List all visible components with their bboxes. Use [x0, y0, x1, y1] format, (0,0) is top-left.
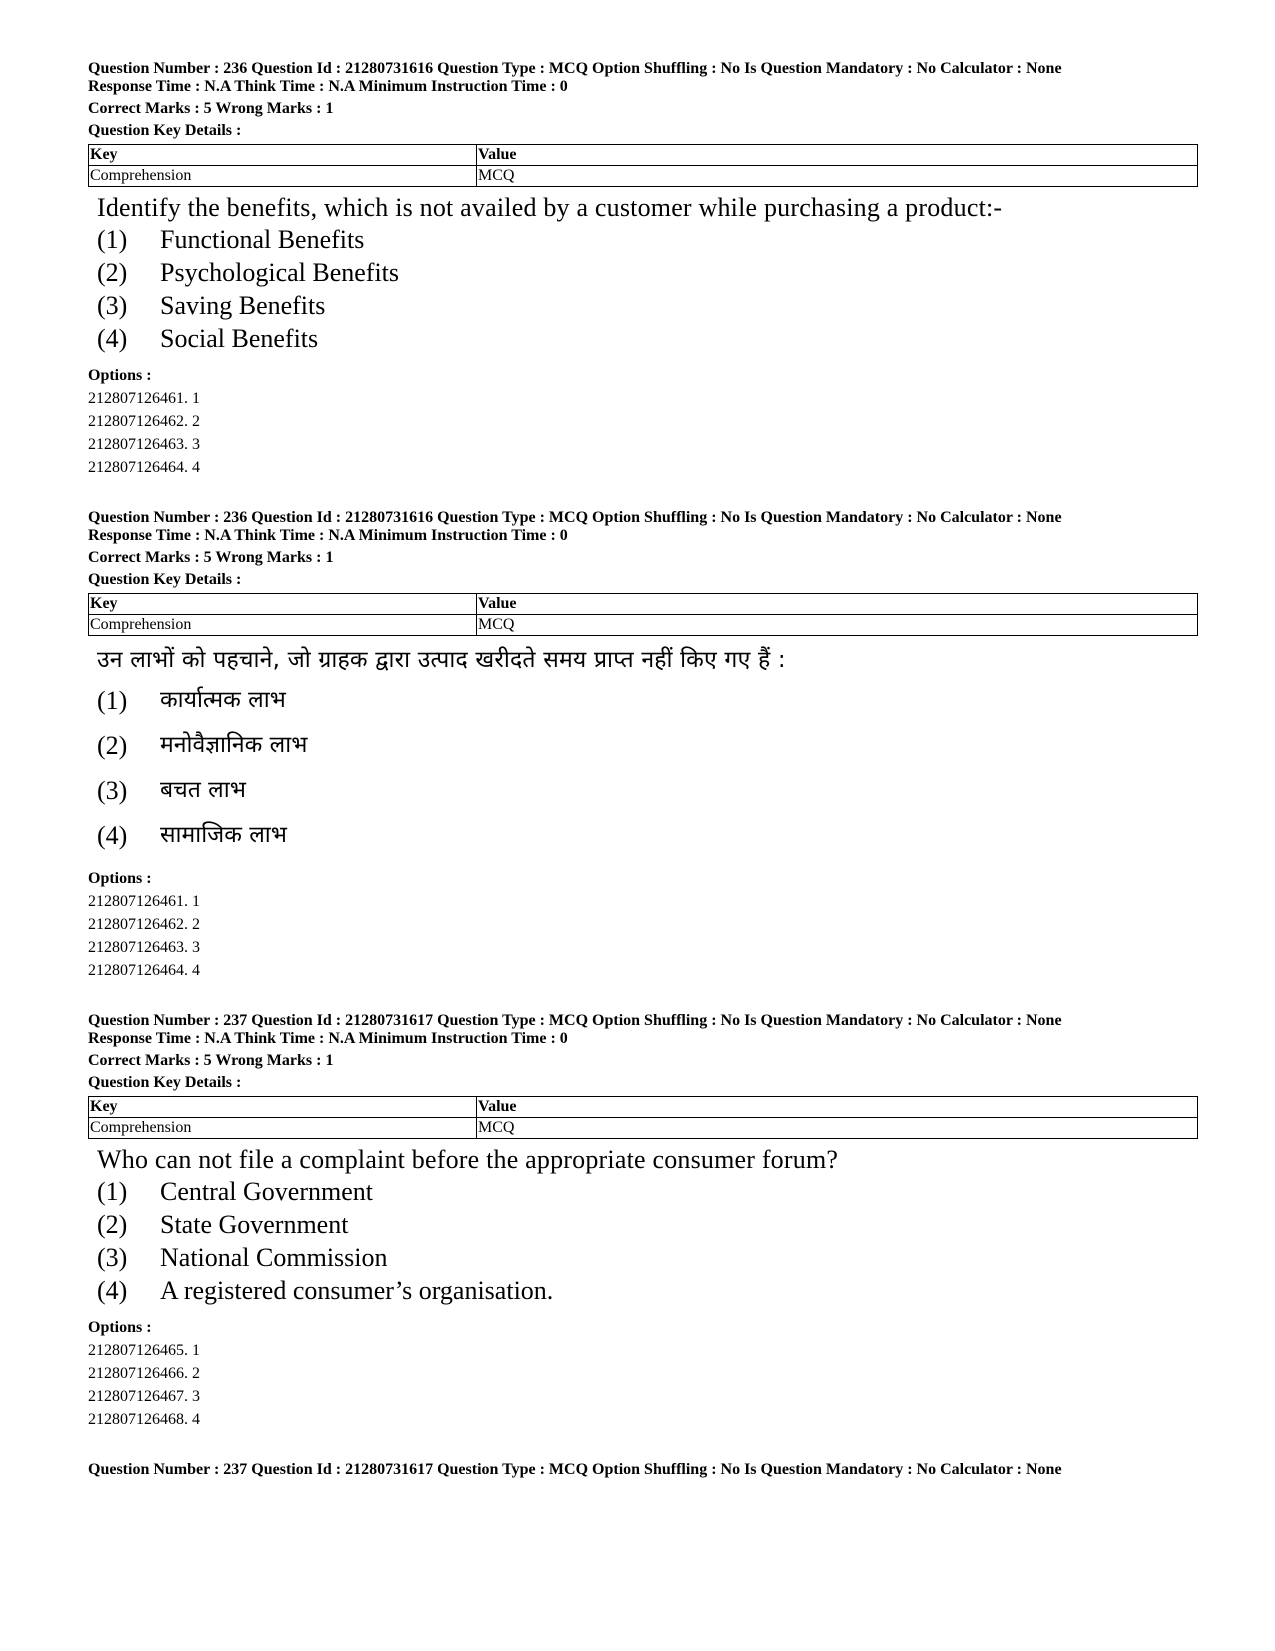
question-content — [88, 193, 1188, 355]
table-cell-key: Comprehension — [89, 1118, 477, 1139]
choice-text: मनोवैज्ञानिक लाभ — [160, 732, 308, 758]
choice-number: (1) — [97, 686, 128, 715]
table-cell-key: Comprehension — [89, 166, 477, 187]
choice-item — [97, 1274, 1188, 1307]
choice-item — [97, 813, 1188, 858]
options-label: Options : — [88, 1319, 152, 1336]
options-label: Options : — [88, 870, 152, 887]
choice-number: (1) — [97, 225, 128, 254]
question-meta-line2: Response Time : N.A Think Time : N.A Minimum Instruction Time : 0 — [88, 1030, 568, 1047]
key-details-table — [88, 144, 1198, 187]
question-block-2 — [88, 509, 1188, 982]
choice-number: (2) — [97, 1210, 128, 1239]
table-cell-value: MCQ — [477, 166, 1198, 187]
choice-text: Social Benefits — [160, 324, 319, 353]
question-meta-line2: Response Time : N.A Think Time : N.A Minimum Instruction Time : 0 — [88, 527, 568, 544]
choice-number: (3) — [97, 776, 128, 805]
option-id: 212807126463. 3 — [88, 436, 200, 453]
marks-line: Correct Marks : 5 Wrong Marks : 1 — [88, 1052, 334, 1069]
table-header-value: Value — [477, 1097, 1198, 1118]
choice-number: (1) — [97, 1177, 128, 1206]
choice-text: कार्यात्मक लाभ — [160, 687, 286, 713]
question-text: Identify the benefits, which is not availed by a customer while purchasing a product:- — [97, 193, 1003, 222]
choice-text: Functional Benefits — [160, 225, 365, 254]
question-text: उन लाभों को पहचाने, जो ग्राहक द्वारा उत्पाद खरीदते समय प्राप्त नहीं किए गए हैं : — [97, 647, 786, 673]
question-content — [88, 642, 1188, 858]
choice-number: (4) — [97, 821, 128, 850]
table-header-key: Key — [89, 594, 477, 615]
question-block-3 — [88, 1012, 1188, 1431]
marks-line: Correct Marks : 5 Wrong Marks : 1 — [88, 549, 334, 566]
table-header-key: Key — [89, 1097, 477, 1118]
choice-item — [97, 768, 1188, 813]
choice-number: (2) — [97, 258, 128, 287]
choice-text: Saving Benefits — [160, 291, 326, 320]
options-label: Options : — [88, 367, 152, 384]
option-id: 212807126465. 1 — [88, 1342, 200, 1359]
choice-text: State Government — [160, 1210, 349, 1239]
choice-item — [97, 723, 1188, 768]
question-text: Who can not file a complaint before the appropriate consumer forum? — [97, 1145, 839, 1174]
option-id: 212807126463. 3 — [88, 939, 200, 956]
choice-item — [97, 289, 1188, 322]
question-content — [88, 1145, 1188, 1307]
choice-text: Psychological Benefits — [160, 258, 400, 287]
choice-text: A registered consumer’s organisation. — [160, 1276, 554, 1305]
choice-number: (2) — [97, 731, 128, 760]
choice-text: बचत लाभ — [160, 777, 246, 803]
option-id: 212807126468. 4 — [88, 1411, 200, 1428]
key-details-table — [88, 1096, 1198, 1139]
question-meta-line1: Question Number : 236 Question Id : 21280731616 Question Type : MCQ Option Shuffling : No Is Question Mandatory : No Calculator : None — [88, 509, 1062, 526]
choice-item — [97, 678, 1188, 723]
key-details-label: Question Key Details : — [88, 122, 242, 139]
option-id: 212807126466. 2 — [88, 1365, 200, 1382]
key-details-label: Question Key Details : — [88, 571, 242, 588]
marks-line: Correct Marks : 5 Wrong Marks : 1 — [88, 100, 334, 117]
choice-number: (3) — [97, 1243, 128, 1272]
key-details-table — [88, 593, 1198, 636]
choice-item — [97, 322, 1188, 355]
table-cell-key: Comprehension — [89, 615, 477, 636]
question-meta-line1: Question Number : 237 Question Id : 21280731617 Question Type : MCQ Option Shuffling : No Is Question Mandatory : No Calculator : None — [88, 1461, 1062, 1478]
question-meta-line1: Question Number : 236 Question Id : 21280731616 Question Type : MCQ Option Shuffling : No Is Question Mandatory : No Calculator : None — [88, 60, 1062, 77]
option-id: 212807126464. 4 — [88, 459, 200, 476]
question-meta-line1: Question Number : 237 Question Id : 21280731617 Question Type : MCQ Option Shuffling : No Is Question Mandatory : No Calculator : None — [88, 1012, 1062, 1029]
option-id: 212807126461. 1 — [88, 893, 200, 910]
option-id: 212807126464. 4 — [88, 962, 200, 979]
table-header-key: Key — [89, 145, 477, 166]
choice-item — [97, 1175, 1188, 1208]
choice-number: (3) — [97, 291, 128, 320]
key-details-label: Question Key Details : — [88, 1074, 242, 1091]
choice-number: (4) — [97, 324, 128, 353]
choice-text: सामाजिक लाभ — [160, 822, 287, 848]
table-cell-value: MCQ — [477, 615, 1198, 636]
choice-number: (4) — [97, 1276, 128, 1305]
option-id: 212807126467. 3 — [88, 1388, 200, 1405]
choice-text: National Commission — [160, 1243, 388, 1272]
document-page — [88, 60, 1188, 1479]
option-id: 212807126462. 2 — [88, 413, 200, 430]
question-block-1 — [88, 60, 1188, 479]
choice-item — [97, 223, 1188, 256]
choice-text: Central Government — [160, 1177, 373, 1206]
option-id: 212807126462. 2 — [88, 916, 200, 933]
table-header-value: Value — [477, 594, 1198, 615]
table-header-value: Value — [477, 145, 1198, 166]
table-cell-value: MCQ — [477, 1118, 1198, 1139]
choice-item — [97, 1208, 1188, 1241]
choice-item — [97, 256, 1188, 289]
choice-item — [97, 1241, 1188, 1274]
option-id: 212807126461. 1 — [88, 390, 200, 407]
question-meta-line2: Response Time : N.A Think Time : N.A Minimum Instruction Time : 0 — [88, 78, 568, 95]
